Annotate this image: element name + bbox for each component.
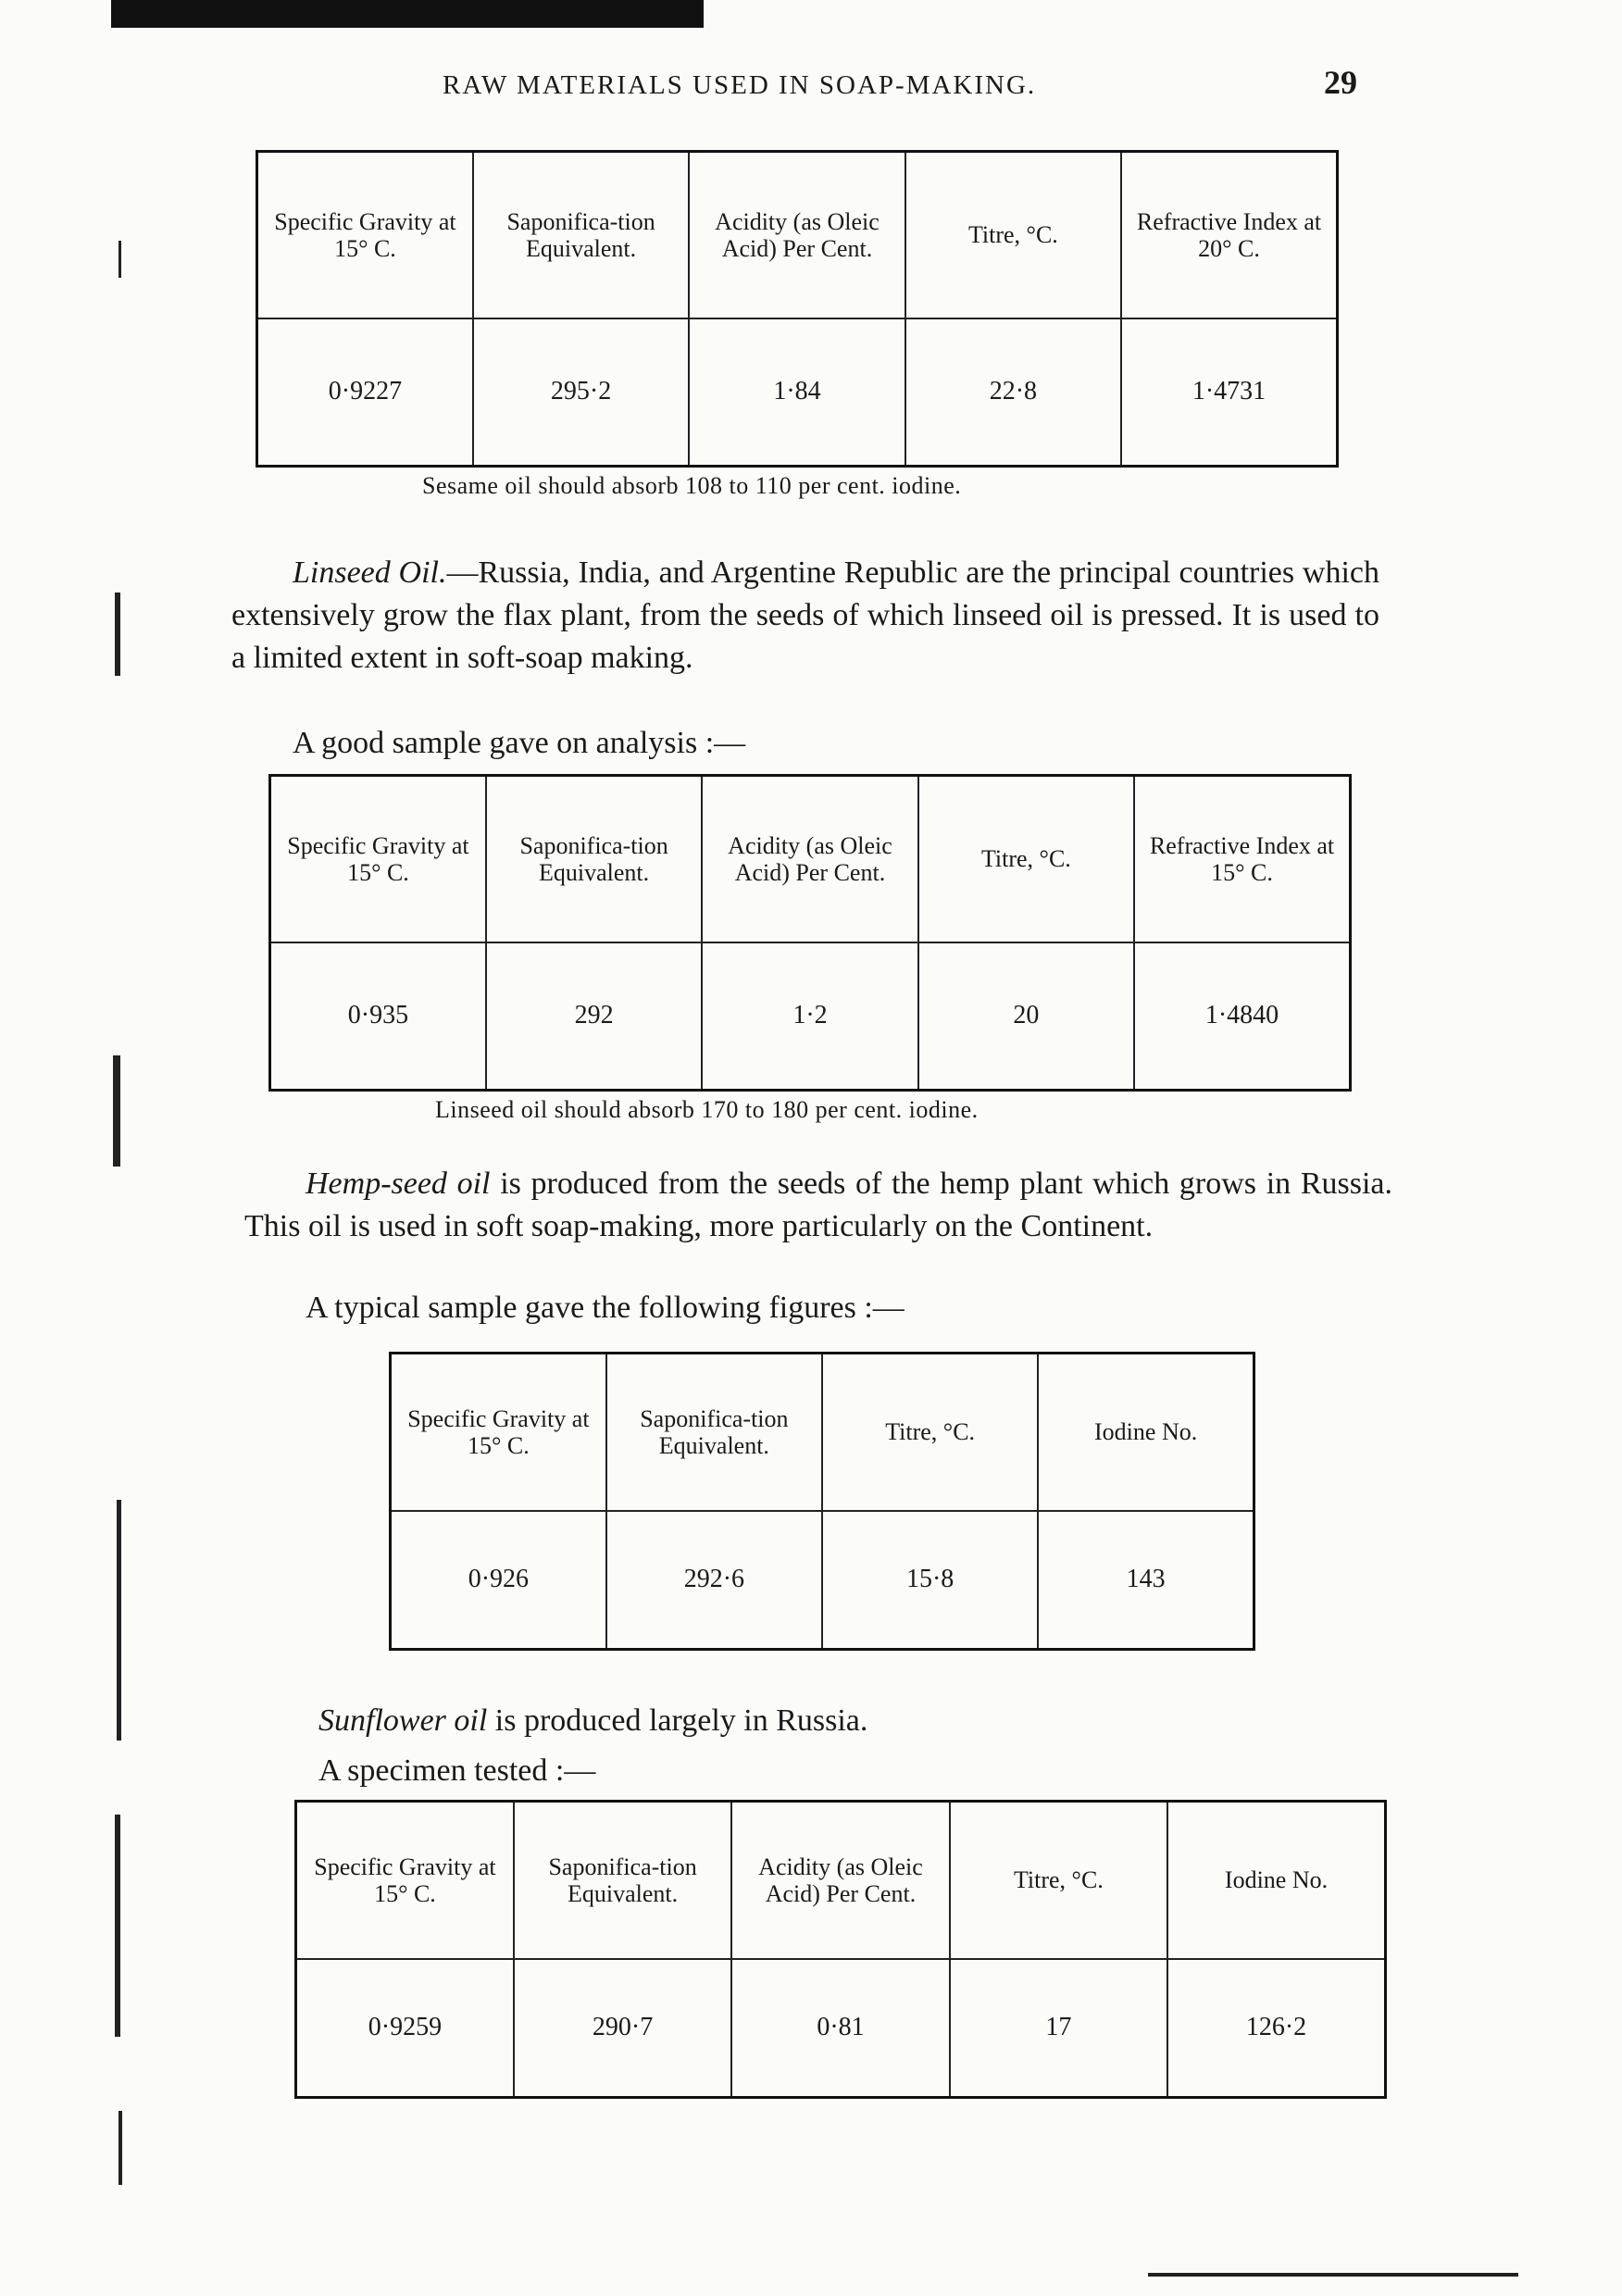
sunflower-lead: Sunflower oil [318, 1703, 488, 1738]
scan-bottom-rule [1148, 2273, 1518, 2277]
header-cell: Refractive Index at 20° C. [1121, 152, 1337, 318]
value-cell: 292·6 [606, 1511, 822, 1650]
running-title: RAW MATERIALS USED IN SOAP-MAKING. [443, 70, 1037, 100]
value-cell: 15·8 [822, 1511, 1038, 1650]
value-cell: 0·81 [731, 1959, 949, 2098]
header-cell: Specific Gravity at 15° C. [296, 1802, 514, 1959]
sunflower-intro: A specimen tested :— [318, 1753, 596, 1788]
header-cell: Iodine No. [1167, 1802, 1385, 1959]
value-cell: 0·926 [391, 1511, 606, 1650]
header-cell: Refractive Index at 15° C. [1134, 776, 1350, 942]
value-cell: 295·2 [473, 318, 689, 467]
value-cell: 143 [1038, 1511, 1254, 1650]
value-cell: 0·9259 [296, 1959, 514, 2098]
linseed-lead: Linseed Oil. [293, 555, 447, 590]
value-cell: 0·935 [270, 942, 486, 1091]
sunflower-text: is produced largely in Russia. [487, 1703, 868, 1738]
header-cell: Saponifica-tion Equivalent. [606, 1354, 822, 1511]
value-cell: 290·7 [514, 1959, 731, 2098]
header-cell: Acidity (as Oleic Acid) Per Cent. [702, 776, 917, 942]
value-cell: 20 [918, 942, 1134, 1091]
value-cell: 22·8 [905, 318, 1121, 467]
page-header [0, 63, 1622, 109]
hempseed-intro: A typical sample gave the following figures :— [306, 1291, 905, 1325]
value-cell: 1·4731 [1121, 318, 1337, 467]
value-cell: 126·2 [1167, 1959, 1385, 2098]
header-cell: Specific Gravity at 15° C. [391, 1354, 606, 1511]
header-cell: Acidity (as Oleic Acid) Per Cent. [731, 1802, 949, 1959]
header-cell: Titre, °C. [822, 1354, 1038, 1511]
header-cell: Saponifica-tion Equivalent. [514, 1802, 731, 1959]
hempseed-text: is produced from the seeds of the hemp plant which grows in Russia. This oil is used in soft soap-making, more particularly on the Continent. [244, 1167, 1393, 1243]
header-cell: Saponifica-tion Equivalent. [473, 152, 689, 318]
value-cell: 0·9227 [257, 318, 473, 467]
linseed-iodine-note: Linseed oil should absorb 170 to 180 per cent. iodine. [435, 1096, 979, 1123]
linseed-oil-table [268, 774, 1352, 1092]
header-cell: Titre, °C. [918, 776, 1134, 942]
linseed-intro: A good sample gave on analysis :— [293, 726, 746, 760]
header-cell: Acidity (as Oleic Acid) Per Cent. [689, 152, 905, 318]
hempseed-lead: Hemp-seed oil [306, 1167, 491, 1201]
value-cell: 292 [486, 942, 702, 1091]
sesame-iodine-note: Sesame oil should absorb 108 to 110 per cent. iodine. [422, 472, 962, 499]
page-number: 29 [1324, 64, 1357, 101]
header-cell: Specific Gravity at 15° C. [270, 776, 486, 942]
value-cell: 1·4840 [1134, 942, 1350, 1091]
binding-margin-marks [109, 185, 137, 2222]
header-cell: Iodine No. [1038, 1354, 1254, 1511]
hempseed-oil-table [389, 1352, 1255, 1651]
hempseed-paragraph [244, 1163, 1392, 1248]
value-cell: 1·84 [689, 318, 905, 467]
value-cell: 1·2 [702, 942, 917, 1091]
linseed-text: —Russia, India, and Argentine Republic are the principal countries which extensively grow the flax plant, from the seeds of which linseed oil is pressed. It is used to a limited extent in soft-soap making. [231, 555, 1379, 675]
linseed-paragraph [231, 552, 1379, 680]
sunflower-oil-table [294, 1800, 1387, 2099]
value-cell: 17 [950, 1959, 1167, 2098]
sunflower-paragraph [318, 1700, 1392, 1742]
sesame-oil-table [256, 150, 1339, 468]
header-cell: Titre, °C. [905, 152, 1121, 318]
header-cell: Titre, °C. [950, 1802, 1167, 1959]
header-cell: Saponifica-tion Equivalent. [486, 776, 702, 942]
scan-edge-bar [111, 0, 704, 28]
header-cell: Specific Gravity at 15° C. [257, 152, 473, 318]
